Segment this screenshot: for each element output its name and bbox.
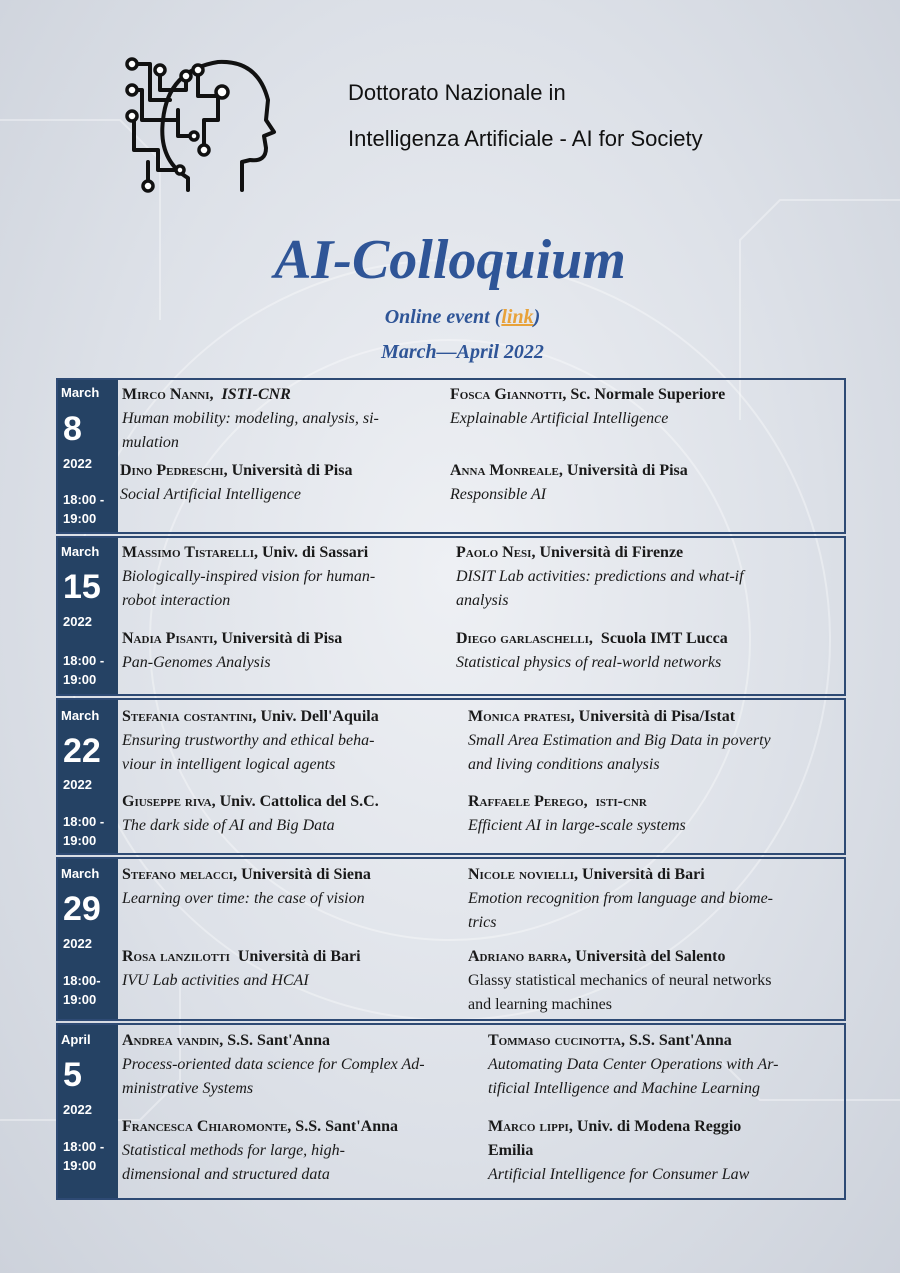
talk — [468, 945, 846, 1017]
talk — [488, 1115, 846, 1187]
date-day: 22 — [63, 732, 101, 770]
talk — [450, 383, 840, 431]
time-end: 19:00 — [63, 511, 97, 526]
date-column — [58, 859, 118, 1019]
speaker-affiliation: Univ. Cattolica del S.C. — [219, 793, 379, 810]
talk — [468, 705, 846, 777]
talk-topic-line1: Emotion recognition from language and biome- — [468, 890, 773, 907]
talk-topic — [488, 1053, 846, 1101]
speaker-name: Nicole novielli, — [468, 866, 579, 883]
speaker-name: Massimo Tistarelli, — [122, 544, 258, 561]
speaker-affiliation: Università di Pisa — [566, 462, 688, 479]
speaker — [450, 459, 840, 483]
talk-topic-line2: ministrative Systems — [122, 1080, 254, 1097]
speaker — [122, 1029, 478, 1053]
program-name-line1: Dottorato Nazionale in — [348, 80, 566, 105]
speaker-affiliation-line2: Emilia — [488, 1142, 534, 1159]
talk — [122, 705, 460, 777]
talk-topic-line2: and living conditions analysis — [468, 756, 660, 773]
speaker-affiliation: Università di Pisa — [221, 630, 343, 647]
ai-head-logo — [118, 50, 288, 200]
speaker-name: Giuseppe riva, — [122, 793, 216, 810]
speaker — [122, 541, 447, 565]
speaker-name: Anna Monreale, — [450, 462, 563, 479]
talk-topic-line2: tificial Intelligence and Machine Learning — [488, 1080, 760, 1097]
talk-topic-line1: Statistical methods for large, high- — [122, 1142, 345, 1159]
event-format-suffix: ) — [533, 306, 541, 328]
speaker-name: Stefania costantini, — [122, 708, 257, 725]
talk — [122, 1029, 478, 1101]
speaker-affiliation: S.S. Sant'Anna — [227, 1032, 330, 1049]
talk-topic — [122, 1139, 484, 1187]
date-column — [58, 380, 118, 532]
talk — [456, 541, 840, 613]
speaker-name: Dino Pedreschi, — [120, 462, 228, 479]
speaker-name: Tommaso cucinotta, — [488, 1032, 626, 1049]
speaker-affiliation: ISTI-CNR — [221, 386, 291, 403]
talk-topic: Social Artificial Intelligence — [120, 486, 301, 503]
speaker — [488, 1029, 846, 1053]
talk-topic-line1: Glassy statistical mechanics of neural networks — [468, 972, 772, 989]
schedule-day — [56, 378, 846, 534]
speaker-affiliation: S.S. Sant'Anna — [629, 1032, 732, 1049]
talk-topic-line1: DISIT Lab activities: predictions and what-if — [456, 568, 744, 585]
time-range — [63, 812, 104, 850]
time-start: 18:00 - — [63, 814, 105, 829]
speaker-name: Monica pratesi, — [468, 708, 575, 725]
time-end: 19:00 — [63, 1158, 97, 1173]
time-end: 19:00 — [63, 992, 97, 1007]
time-range — [63, 1137, 104, 1175]
talk-topic: Learning over time: the case of vision — [122, 890, 365, 907]
time-range — [63, 971, 101, 1009]
speaker-affiliation: Università di Bari — [582, 866, 705, 883]
schedule-day — [56, 857, 846, 1021]
talk-topic-line1: Automating Data Center Operations with Ar- — [488, 1056, 779, 1073]
talk — [120, 459, 445, 507]
date-month: March — [61, 866, 100, 881]
speaker-name: Fosca Giannotti, — [450, 386, 567, 403]
page-title: AI-Colloquium — [274, 229, 626, 291]
speaker-affiliation: Università del Salento — [575, 948, 726, 965]
speaker-affiliation: Univ. Dell'Aquila — [260, 708, 379, 725]
date-year: 2022 — [63, 936, 92, 951]
date-column — [58, 538, 118, 694]
talk-topic-line1: Biologically-inspired vision for human- — [122, 568, 376, 585]
talk-topic — [468, 887, 846, 935]
talk-topic-line2: trics — [468, 914, 497, 931]
talk-topic-line1: Process-oriented data science for Complex Ad- — [122, 1056, 425, 1073]
speaker — [122, 705, 460, 729]
speaker-name: Adriano barra, — [468, 948, 572, 965]
talk-topic — [122, 407, 442, 455]
speaker — [122, 1115, 484, 1139]
speaker-affiliation: Univ. di Modena Reggio — [576, 1118, 742, 1135]
speaker-affiliation: Univ. di Sassari — [261, 544, 369, 561]
schedule-day — [56, 1023, 846, 1200]
talk — [122, 627, 447, 675]
time-end: 19:00 — [63, 672, 97, 687]
talk — [122, 541, 447, 613]
speaker-affiliation: Sc. Normale Superiore — [570, 386, 726, 403]
talk-topic: Artificial Intelligence for Consumer Law — [488, 1166, 750, 1183]
speaker-name: Francesca Chiaromonte, — [122, 1118, 292, 1135]
date-year: 2022 — [63, 614, 92, 629]
date-column — [58, 1025, 118, 1198]
schedule-day — [56, 536, 846, 696]
talk-topic: Efficient AI in large-scale systems — [468, 817, 686, 834]
date-year: 2022 — [63, 777, 92, 792]
date-day: 5 — [63, 1056, 82, 1094]
date-day: 15 — [63, 568, 101, 606]
talk-topic-line1: Ensuring trustworthy and ethical beha- — [122, 732, 375, 749]
talk-topic-line2: dimensional and structured data — [122, 1166, 330, 1183]
time-start: 18:00 - — [63, 653, 105, 668]
talk — [122, 383, 442, 455]
date-month: March — [61, 708, 100, 723]
schedule-day — [56, 698, 846, 855]
speaker — [122, 945, 460, 969]
speaker — [468, 863, 846, 887]
talk-topic: Explainable Artificial Intelligence — [450, 410, 669, 427]
speaker-name: Marco lippi, — [488, 1118, 573, 1135]
speaker-affiliation: Scuola IMT Lucca — [600, 630, 728, 647]
time-range — [63, 490, 104, 528]
talk — [468, 863, 846, 935]
speaker — [122, 863, 460, 887]
date-month: April — [61, 1032, 91, 1047]
date-day: 8 — [63, 410, 82, 448]
speaker-name: Andrea vandin, — [122, 1032, 224, 1049]
event-period: March—April 2022 — [381, 341, 544, 363]
date-column — [58, 700, 118, 853]
talk-topic: Pan-Genomes Analysis — [122, 654, 271, 671]
date-month: March — [61, 544, 100, 559]
speaker-affiliation: Università di Siena — [241, 866, 371, 883]
speaker — [468, 790, 846, 814]
speaker-name: Rosa lanzilotti — [122, 948, 230, 965]
talk-topic-line1: Human mobility: modeling, analysis, si- — [122, 410, 379, 427]
speaker-affiliation: Università di Pisa/Istat — [578, 708, 736, 725]
talk-topic: IVU Lab activities and HCAI — [122, 972, 309, 989]
talk — [456, 627, 840, 675]
time-start: 18:00- — [63, 973, 101, 988]
speaker-affiliation: isti-cnr — [595, 793, 647, 810]
talk-topic-line1: Small Area Estimation and Big Data in poverty — [468, 732, 771, 749]
talk-topic: Statistical physics of real-world networks — [456, 654, 722, 671]
time-start: 18:00 - — [63, 492, 105, 507]
time-end: 19:00 — [63, 833, 97, 848]
talk — [450, 459, 840, 507]
talk-topic — [122, 565, 447, 613]
date-year: 2022 — [63, 1102, 92, 1117]
speaker-affiliation: S.S. Sant'Anna — [295, 1118, 399, 1135]
speaker — [468, 945, 846, 969]
speaker — [122, 383, 442, 407]
talk — [122, 945, 460, 993]
speaker — [122, 627, 447, 651]
speaker-name: Mirco Nanni, — [122, 386, 214, 403]
talk-topic-line2: robot interaction — [122, 592, 231, 609]
event-format — [0, 306, 900, 329]
speaker-name: Paolo Nesi, — [456, 544, 536, 561]
talk-topic — [122, 1053, 478, 1101]
event-format-prefix: Online event ( — [384, 306, 502, 328]
talk — [468, 790, 846, 838]
talk-topic: The dark side of AI and Big Data — [122, 817, 335, 834]
speaker-name: Nadia Pisanti, — [122, 630, 218, 647]
talk-topic-line2: analysis — [456, 592, 509, 609]
talk — [122, 1115, 484, 1187]
speaker — [456, 541, 840, 565]
talk-topic-line2: viour in intelligent logical agents — [122, 756, 336, 773]
talk-topic-line2: mulation — [122, 434, 179, 451]
speaker — [450, 383, 840, 407]
speaker-name: Diego garlaschelli, — [456, 630, 593, 647]
date-year: 2022 — [63, 456, 92, 471]
event-link[interactable]: link — [501, 306, 534, 328]
program-name-line2: Intelligenza Artificiale - AI for Society — [348, 126, 703, 151]
speaker-name: Stefano melacci, — [122, 866, 238, 883]
speaker-name: Raffaele Perego, — [468, 793, 588, 810]
speaker — [468, 705, 846, 729]
speaker — [120, 459, 445, 483]
speaker — [488, 1115, 846, 1163]
speaker — [122, 790, 460, 814]
speaker-affiliation: Università di Bari — [237, 948, 361, 965]
time-start: 18:00 - — [63, 1139, 105, 1154]
talk-topic-line2: and learning machines — [468, 996, 612, 1013]
date-month: March — [61, 385, 100, 400]
date-day: 29 — [63, 890, 101, 928]
speaker-affiliation: Università di Pisa — [231, 462, 353, 479]
speaker-affiliation: Università di Firenze — [539, 544, 684, 561]
talk-topic: Responsible AI — [450, 486, 547, 503]
talk-topic — [122, 729, 460, 777]
talk-topic — [468, 729, 846, 777]
talk — [488, 1029, 846, 1101]
schedule-table — [56, 378, 846, 1202]
talk-topic — [456, 565, 840, 613]
talk — [122, 790, 460, 838]
talk — [122, 863, 460, 911]
time-range — [63, 651, 104, 689]
speaker — [456, 627, 840, 651]
talk-topic — [468, 969, 846, 1017]
